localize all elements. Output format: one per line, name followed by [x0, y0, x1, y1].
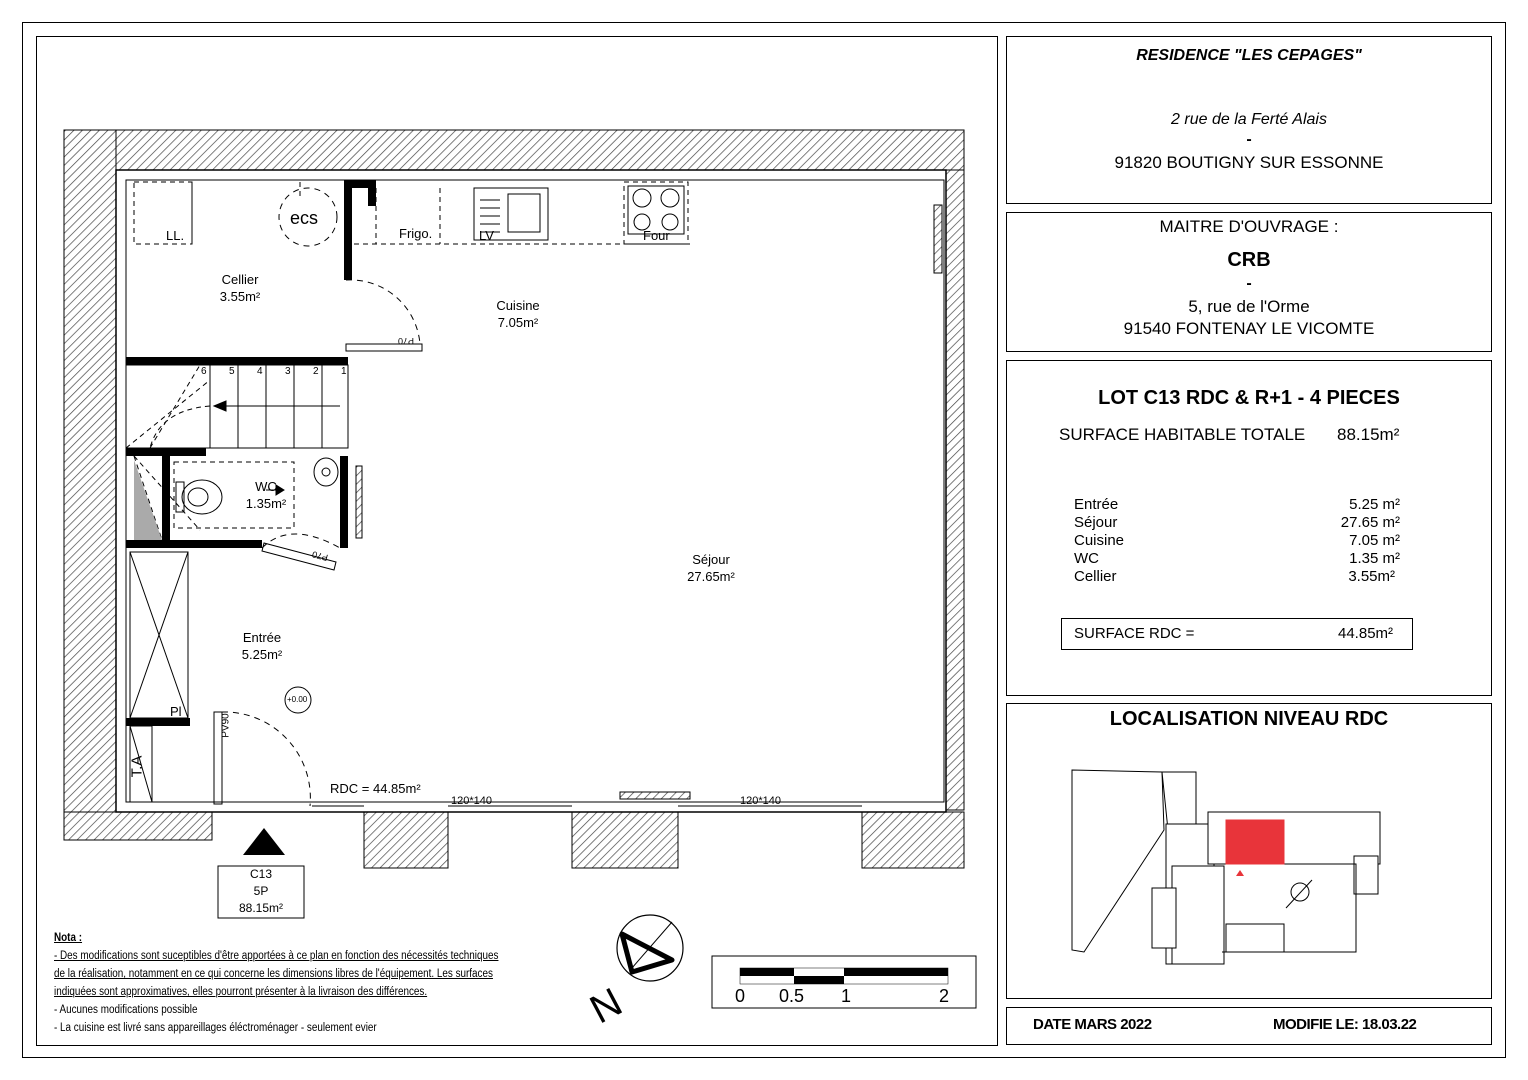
room-cuisine: [478, 297, 558, 331]
label-lv: LV: [479, 228, 494, 243]
scale-label-2: 2: [939, 986, 950, 1006]
room-row-name: Séjour: [1074, 514, 1118, 531]
label-ecs: ecs: [290, 208, 319, 228]
owner-panel: [1006, 212, 1492, 352]
label-ta: T.A: [128, 755, 146, 778]
lot-surface-value: 88.15m²: [1337, 425, 1400, 444]
residence-separator: -: [1246, 131, 1252, 148]
room-row-area: 1.35 m²: [1349, 550, 1400, 567]
room-name: WC: [255, 479, 277, 494]
lot-tag-type: 5P: [253, 884, 269, 898]
notes-title: Nota :: [54, 932, 83, 944]
footer-panel: [1006, 1007, 1492, 1045]
north-compass-icon: [617, 915, 683, 981]
notes-line: - La cuisine est livré sans appareillages éléctroménager - seulement evier: [54, 1022, 377, 1034]
room-row: [1074, 532, 1400, 550]
stair-step-6: 6: [201, 366, 207, 377]
entrance-arrow-icon: [243, 828, 285, 855]
north-label: N: [583, 979, 630, 1033]
stair-step-5: 5: [229, 366, 235, 377]
label-pl: Pl: [170, 704, 182, 719]
label-door-pv90: PV90: [220, 713, 232, 738]
label-four: Four: [643, 228, 670, 243]
lot-surface-label: SURFACE HABITABLE TOTALE: [1059, 425, 1306, 444]
label-frigo: Frigo.: [399, 226, 433, 241]
lot-tag-area: 88.15m²: [238, 901, 284, 915]
footer-modified: MODIFIE LE: 18.03.22: [1273, 1016, 1417, 1033]
lot-panel: [1006, 360, 1492, 696]
location-title: LOCALISATION NIVEAU RDC: [1109, 708, 1389, 730]
room-name: Séjour: [692, 552, 730, 567]
stair-step-1: 1: [341, 366, 347, 377]
room-row: [1074, 496, 1400, 514]
scale-label-0: 0: [735, 986, 746, 1006]
room-cellier: [200, 271, 280, 305]
label-door-p70-wc: P70: [310, 549, 330, 563]
lot-title: LOT C13 RDC & R+1 - 4 PIECES: [1098, 387, 1400, 409]
stair-step-2: 2: [313, 366, 319, 377]
lot-tag: [218, 866, 304, 917]
room-row: [1074, 550, 1400, 568]
room-name: Cellier: [221, 272, 259, 287]
rdc-total-label: SURFACE RDC =: [1074, 625, 1195, 642]
scale-label-0-5: 0.5: [779, 986, 805, 1006]
room-name: Cuisine: [496, 298, 540, 313]
lot-tag-lot: C13: [249, 867, 272, 881]
room-row-name: Cellier: [1074, 568, 1117, 585]
room-sejour: [666, 551, 756, 585]
footer-date: DATE MARS 2022: [1033, 1016, 1152, 1033]
room-area: 1.35m²: [245, 496, 287, 511]
owner-address-2: 91540 FONTENAY LE VICOMTE: [1123, 319, 1375, 338]
room-row-name: WC: [1074, 550, 1099, 567]
room-row-name: Cuisine: [1074, 532, 1125, 549]
owner-separator: -: [1246, 275, 1252, 292]
notes-line: - Des modifications sont suceptibles d'être apportées à ce plan en fonction des nécessités techniques: [54, 950, 499, 962]
stair-step-4: 4: [257, 366, 263, 377]
room-area: 7.05m²: [497, 315, 539, 330]
rdc-total-value: 44.85m²: [1338, 625, 1394, 642]
residence-address-1: 2 rue de la Ferté Alais: [1171, 111, 1327, 128]
room-area: 27.65m²: [687, 569, 735, 584]
room-row-area: 3.55m²: [1348, 568, 1395, 585]
residence-address-2: 91820 BOUTIGNY SUR ESSONNE: [1114, 153, 1384, 172]
label-window-2: 120*140: [740, 795, 781, 807]
notes-line: de la réalisation, notamment en ce qui concerne les dimensions libres de l'équipement. Les surfaces: [54, 968, 493, 980]
room-area: 5.25m²: [241, 647, 283, 662]
notes-line: - Aucunes modifications possible: [54, 1004, 198, 1016]
label-window-1: 120*140: [451, 795, 492, 807]
owner-address-1: 5, rue de l'Orme: [1188, 297, 1310, 316]
room-entree: [222, 629, 302, 663]
room-row: [1074, 514, 1400, 532]
stair-step-3: 3: [285, 366, 291, 377]
residence-name: RESIDENCE "LES CEPAGES": [1136, 47, 1362, 64]
room-row-area: 5.25 m²: [1349, 496, 1400, 513]
owner-name: CRB: [1227, 249, 1271, 271]
room-row: [1074, 568, 1395, 586]
exterior-walls: [64, 130, 964, 868]
rdc-total-box: [1061, 618, 1413, 650]
label-level: +0.00: [287, 695, 308, 704]
location-panel: [1006, 703, 1492, 999]
label-ll: LL.: [166, 228, 185, 243]
room-row-area: 7.05 m²: [1349, 532, 1400, 549]
notes-line: indiquées sont approximatives, elles pourront présenter à la livraison des différences.: [54, 986, 428, 998]
label-rdc-area: RDC = 44.85m²: [330, 781, 421, 796]
scale-label-1: 1: [841, 986, 852, 1006]
room-wc: [226, 478, 306, 512]
room-area: 3.55m²: [219, 289, 261, 304]
label-door-p70: P70: [398, 336, 415, 346]
residence-panel: [1006, 36, 1492, 204]
room-row-area: 27.65 m²: [1340, 514, 1400, 531]
room-row-name: Entrée: [1074, 496, 1119, 513]
notes: [54, 929, 584, 1037]
room-name: Entrée: [242, 630, 282, 645]
owner-heading: MAITRE D'OUVRAGE :: [1159, 217, 1339, 236]
